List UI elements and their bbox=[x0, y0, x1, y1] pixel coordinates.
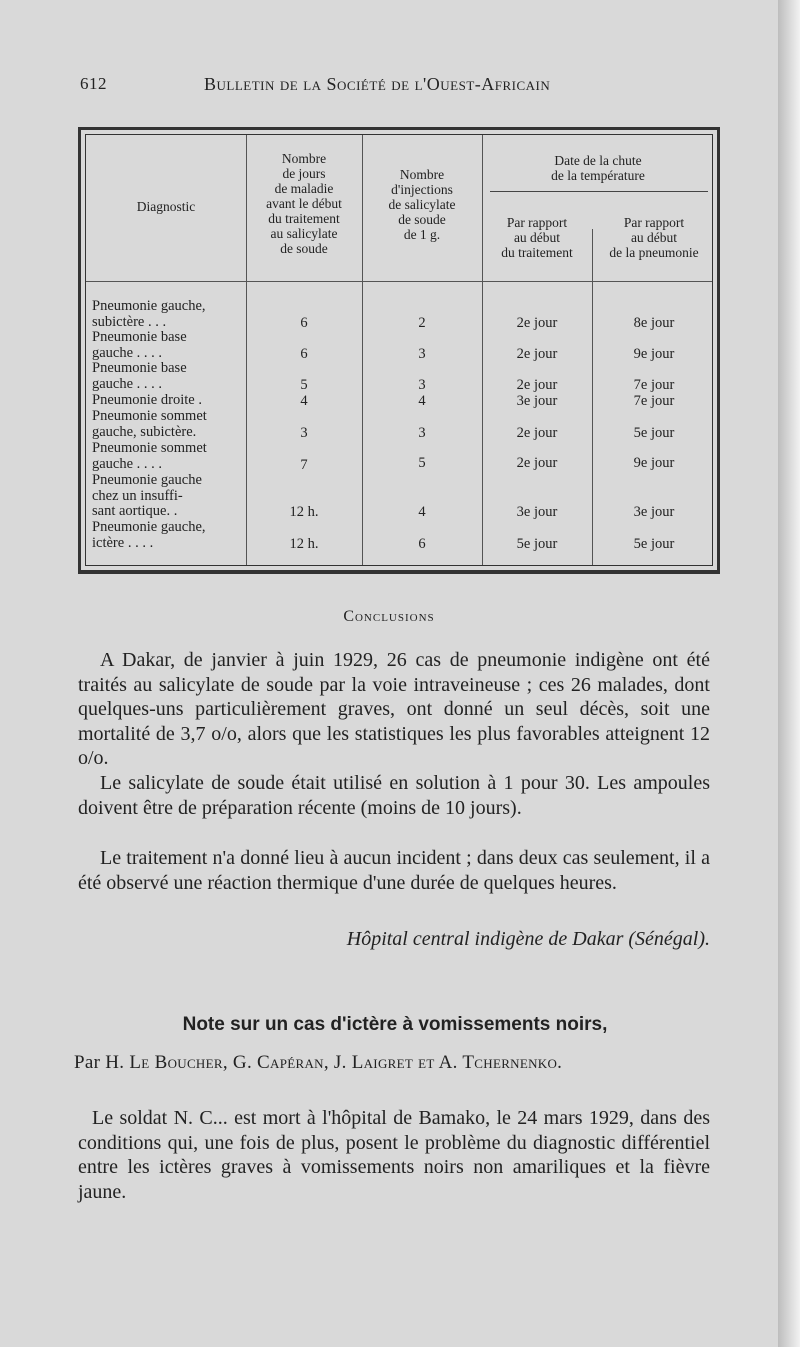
header-rapport-traitement: Par rapport au début du traitement bbox=[501, 215, 573, 260]
row-diagnostic: Pneumonie sommet gauche, subictère. bbox=[92, 408, 207, 440]
row-pneumonie: 9e jour bbox=[633, 455, 675, 471]
row-pneumonie: 5e jour bbox=[633, 536, 675, 552]
row-traitement: 3e jour bbox=[516, 393, 558, 409]
note-authors bbox=[74, 1052, 714, 1074]
table-inner-frame bbox=[85, 134, 713, 566]
row-jours: 4 bbox=[300, 393, 308, 409]
row-jours: 5 bbox=[300, 377, 308, 393]
row-pneumonie: 9e jour bbox=[633, 346, 675, 362]
header-brace bbox=[490, 191, 708, 200]
row-injections: 3 bbox=[418, 346, 426, 362]
row-injections: 3 bbox=[418, 377, 426, 393]
row-diagnostic: Pneumonie sommet gauche . . . . bbox=[92, 440, 207, 472]
header-rapport-pneumonie: Par rapport au début de la pneumonie bbox=[609, 215, 699, 260]
section-heading-conclusions: Conclusions bbox=[343, 608, 435, 625]
header-injections: Nombre d'injections de salicylate de soude de 1 g. bbox=[388, 167, 456, 242]
row-injections: 4 bbox=[418, 504, 426, 520]
row-pneumonie: 7e jour bbox=[633, 377, 675, 393]
row-injections: 5 bbox=[418, 455, 426, 471]
row-jours: 7 bbox=[300, 457, 308, 473]
paragraph-3: Le traitement n'a donné lieu à aucun incident ; dans deux cas seulement, il a été observé une réaction thermique d'une durée de quelques heures. bbox=[78, 847, 710, 894]
paragraph-1: A Dakar, de janvier à juin 1929, 26 cas de pneumonie indigène ont été traités au salicylate de soude par la voie intraveineuse ; ces 26 malades, dont quelques-uns particulièrement graves, ont donné un seul décès, soit une mortalité de 3,7 o/o, alors que les statistiques les plus favorables atteignent 12 o/o. bbox=[78, 649, 710, 769]
note-title: Note sur un cas d'ictère à vomissements noirs, bbox=[182, 1014, 608, 1035]
header-jours: Nombre de jours de maladie avant le début du traitement au salicylate de soude bbox=[266, 151, 342, 256]
row-traitement: 2e jour bbox=[516, 346, 558, 362]
row-traitement: 2e jour bbox=[516, 425, 558, 441]
results-table bbox=[78, 127, 720, 574]
row-injections: 6 bbox=[418, 536, 426, 552]
row-pneumonie: 3e jour bbox=[633, 504, 675, 520]
row-jours: 12 h. bbox=[289, 504, 319, 520]
authors-names: Le Boucher, G. Capéran, J. Laigret et A. Tchernenko. bbox=[129, 1052, 563, 1073]
row-pneumonie: 5e jour bbox=[633, 425, 675, 441]
row-diagnostic: Pneumonie base gauche . . . . bbox=[92, 360, 187, 392]
page-number: 612 bbox=[80, 74, 107, 93]
row-traitement: 2e jour bbox=[516, 377, 558, 393]
row-diagnostic: Pneumonie droite . bbox=[92, 392, 202, 408]
page-edge-shadow bbox=[778, 0, 800, 1347]
row-traitement: 3e jour bbox=[516, 504, 558, 520]
note-paragraph: Le soldat N. C... est mort à l'hôpital de Bamako, le 24 mars 1929, dans des conditions qui, une fois de plus, posent le problème du diagnostic différentiel entre les ictères graves à vomissements noirs non amariliques et la fièvre jaune. bbox=[78, 1107, 710, 1203]
header-diagnostic: Diagnostic bbox=[136, 199, 196, 214]
paragraph-2: Le salicylate de soude était utilisé en solution à 1 pour 30. Les ampoules doivent être de préparation récente (moins de 10 jours). bbox=[78, 772, 710, 819]
running-header bbox=[80, 74, 720, 104]
row-jours: 6 bbox=[300, 346, 308, 362]
row-traitement: 5e jour bbox=[516, 536, 558, 552]
row-injections: 2 bbox=[418, 315, 426, 331]
signature-hospital: Hôpital central indigène de Dakar (Sénégal). bbox=[346, 928, 710, 950]
row-traitement: 2e jour bbox=[516, 315, 558, 331]
row-jours: 6 bbox=[300, 315, 308, 331]
row-pneumonie: 8e jour bbox=[633, 315, 675, 331]
row-jours: 12 h. bbox=[289, 536, 319, 552]
row-injections: 4 bbox=[418, 393, 426, 409]
authors-prefix: Par H. bbox=[74, 1052, 130, 1073]
row-diagnostic: Pneumonie gauche, ictère . . . . bbox=[92, 519, 206, 551]
row-traitement: 2e jour bbox=[516, 455, 558, 471]
journal-title: Bulletin de la Société de l'Ouest-Africain bbox=[204, 74, 551, 94]
row-diagnostic: Pneumonie gauche, subictère . . . bbox=[92, 298, 206, 330]
row-diagnostic: Pneumonie base gauche . . . . bbox=[92, 329, 187, 361]
row-pneumonie: 7e jour bbox=[633, 393, 675, 409]
header-date-chute: Date de la chute de la température bbox=[551, 153, 645, 183]
row-jours: 3 bbox=[300, 425, 308, 441]
row-injections: 3 bbox=[418, 425, 426, 441]
row-diagnostic: Pneumonie gauche chez un insuffi- sant aortique. . bbox=[92, 472, 202, 519]
